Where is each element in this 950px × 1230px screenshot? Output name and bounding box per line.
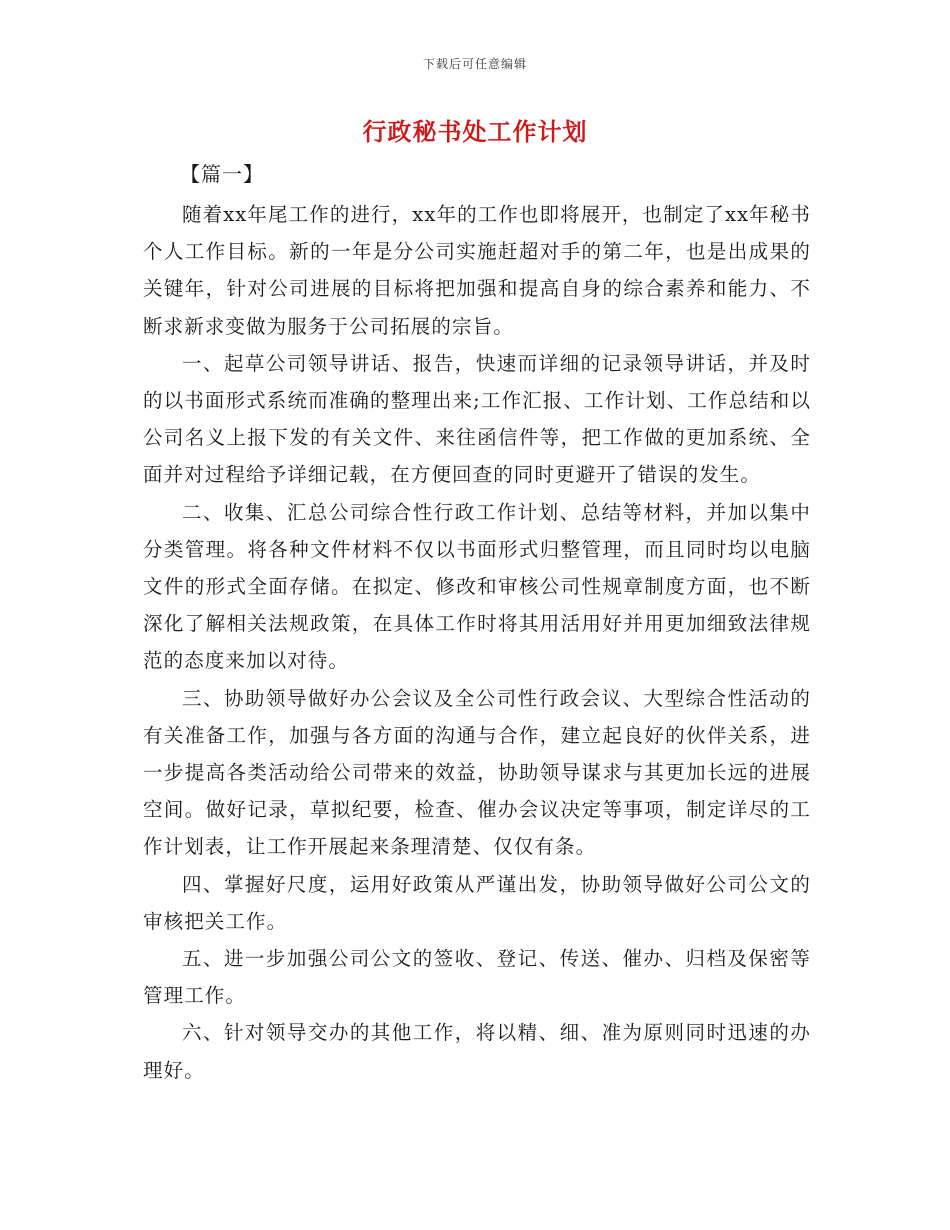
- section-label: 【篇一】: [180, 162, 264, 186]
- paragraph-item-4: 四、掌握好尺度，运用好政策从严谨出发，协助领导做好公司公文的审核把关工作。: [143, 872, 811, 933]
- header-note: 下载后可任意编辑: [422, 57, 527, 71]
- document-body: [143, 196, 811, 1089]
- paragraph-item-1: 一、起草公司领导讲话、报告，快速而详细的记录领导讲话，并及时的以书面形式系统而准确的整理出来;工作汇报、工作计划、工作总结和以公司名义上报下发的有关文件、来往函信件等，把工作做的更加系统、全面并对过程给予详细记载，在方便回查的同时更避开了错误的发生。: [143, 351, 811, 487]
- paragraph-item-6: 六、针对领导交办的其他工作，将以精、细、准为原则同时迅速的办理好。: [143, 1021, 811, 1082]
- paragraph-item-5: 五、进一步加强公司公文的签收、登记、传送、催办、归档及保密等管理工作。: [143, 947, 811, 1008]
- paragraph-item-3: 三、协助领导做好办公会议及全公司性行政会议、大型综合性活动的有关准备工作，加强与各方面的沟通与合作，建立起良好的伙伴关系，进一步提高各类活动给公司带来的效益，协助领导谋求与其更加长远的进展空间。做好记录，草拟纪要，检查、催办会议决定等事项，制定详尽的工作计划表，让工作开展起来条理清楚、仅仅有条。: [143, 686, 811, 859]
- document-title: 行政秘书处工作计划: [362, 117, 588, 146]
- paragraph-item-2: 二、收集、汇总公司综合性行政工作计划、总结等材料，并加以集中分类管理。将各种文件材料不仅以书面形式归整管理，而且同时均以电脑文件的形式全面存储。在拟定、修改和审核公司性规章制度方面，也不断深化了解相关法规政策，在具体工作时将其用活用好并用更加细致法律规范的态度来加以对待。: [143, 500, 811, 673]
- paragraph-intro: 随着xx年尾工作的进行，xx年的工作也即将展开，也制定了xx年秘书个人工作目标。新的一年是分公司实施赶超对手的第二年，也是出成果的关键年，针对公司进展的目标将把加强和提高自身的综合素养和能力、不断求新求变做为服务于公司拓展的宗旨。: [143, 203, 811, 338]
